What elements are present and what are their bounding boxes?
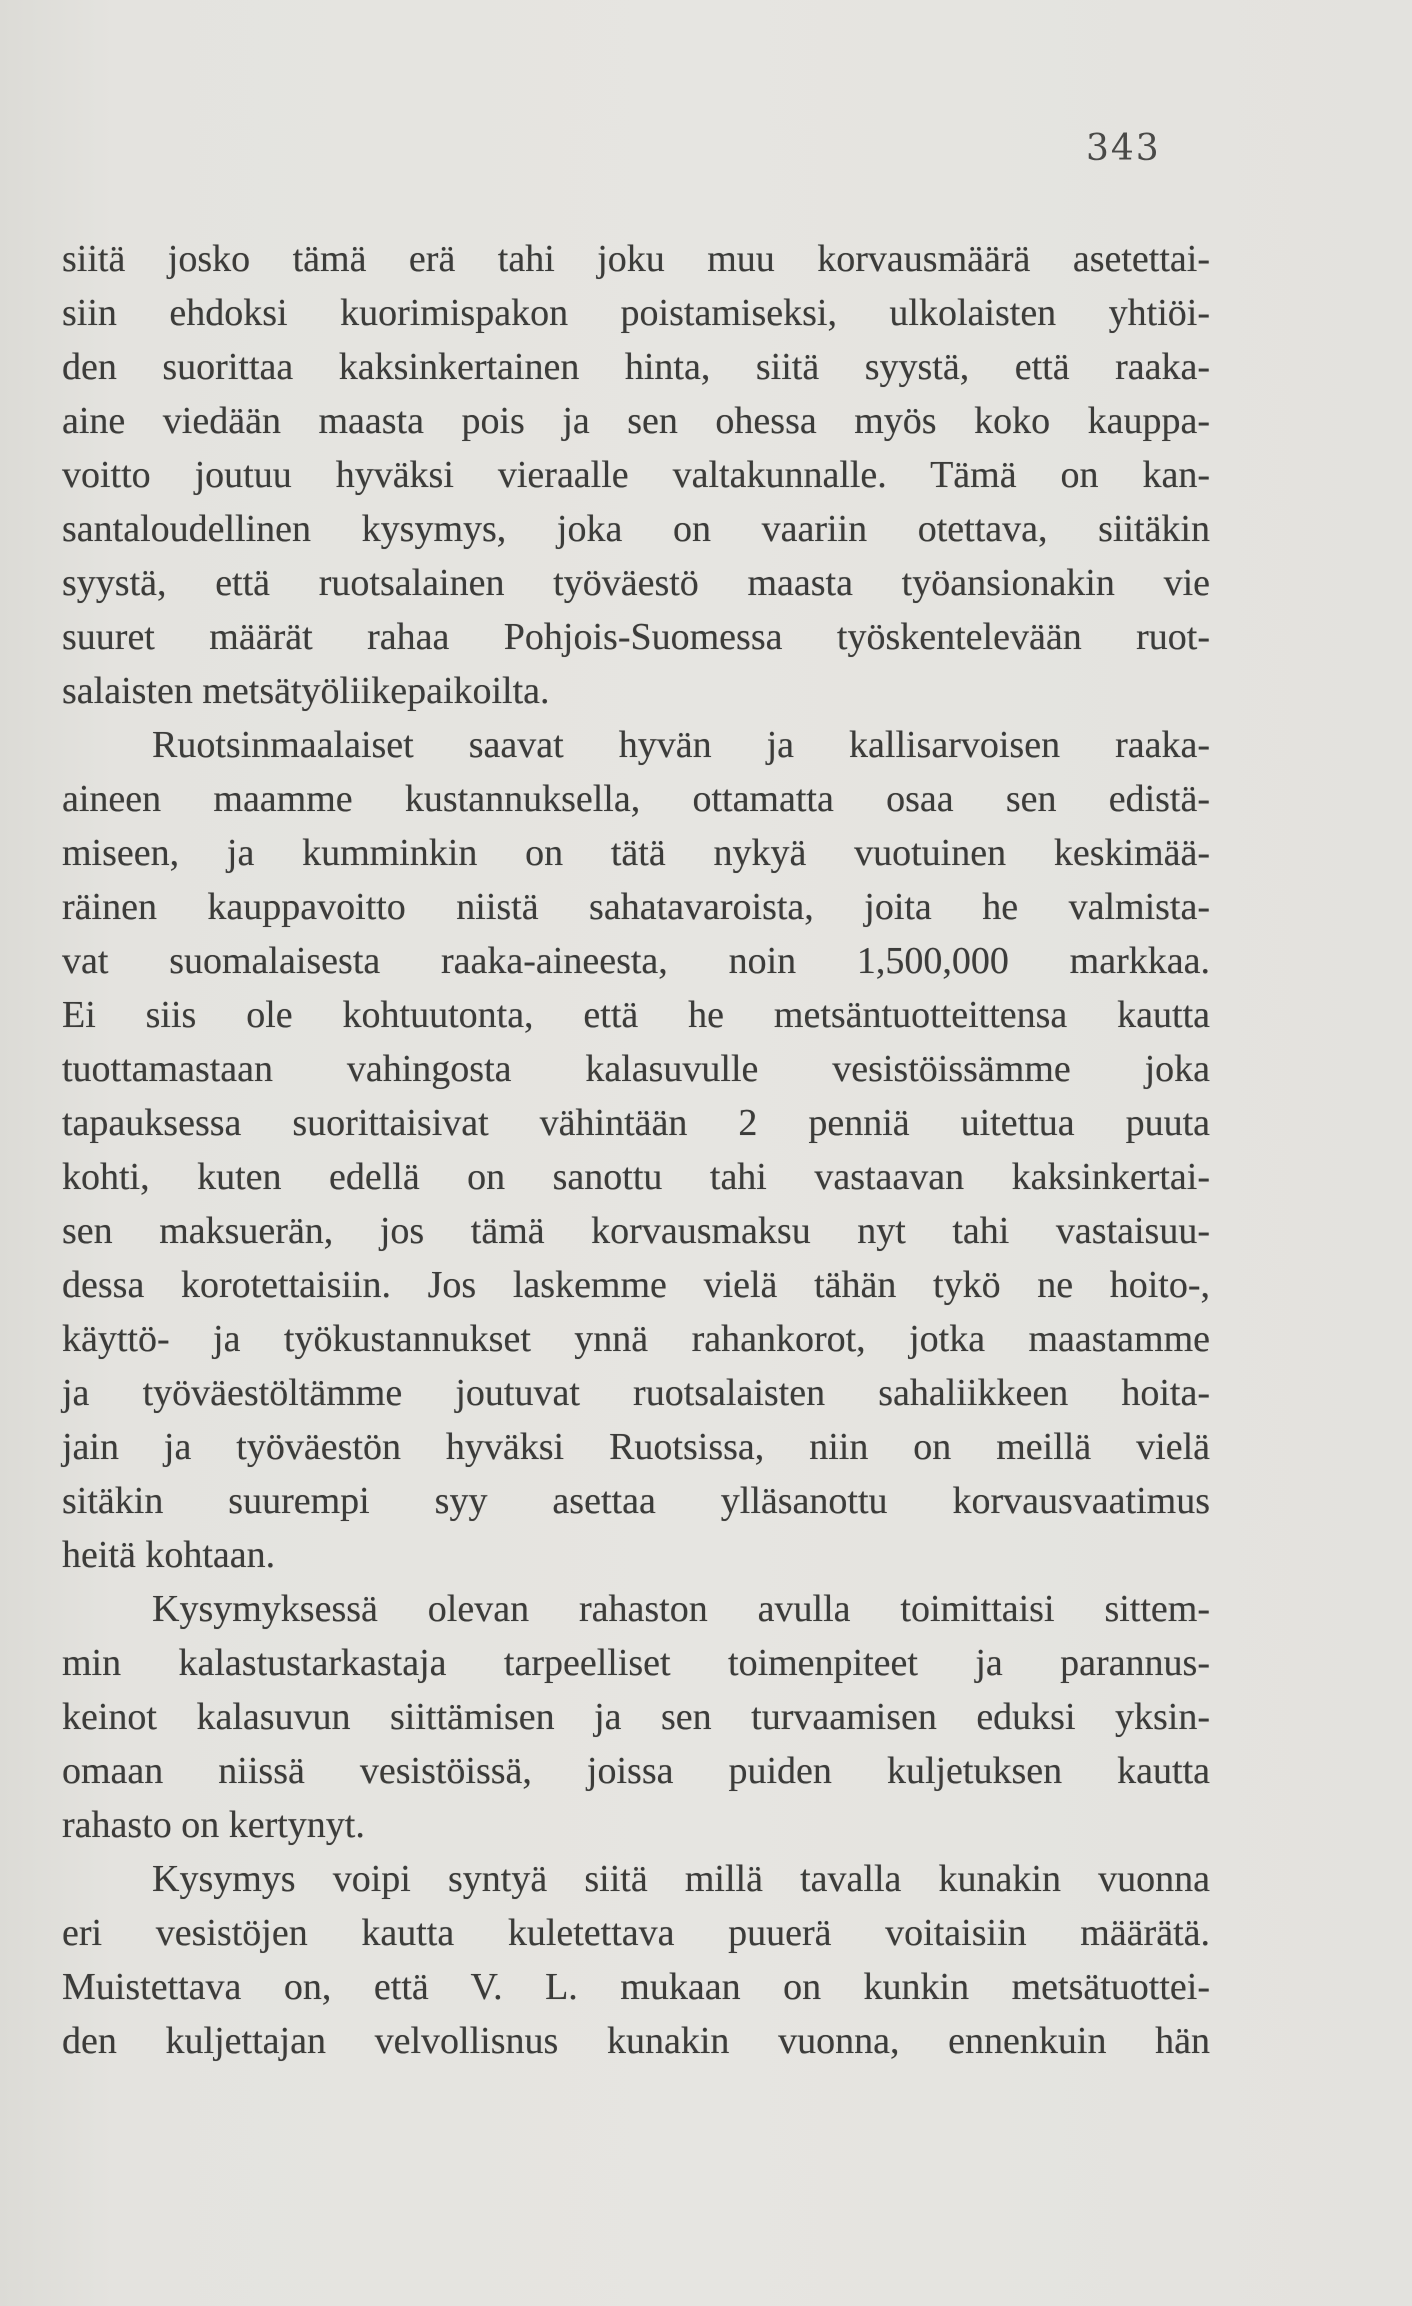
text-line: den suorittaa kaksinkertainen hinta, siitä syystä, että raaka- <box>62 346 1210 388</box>
text-line: vat suomalaisesta raaka-aineesta, noin 1,500,000 markkaa. <box>62 940 1210 982</box>
text-line: tuottamastaan vahingosta kalasuvulle vesistöissämme joka <box>62 1048 1210 1090</box>
paragraph-start-line: Ruotsinmaalaiset saavat hyvän ja kallisarvoisen raaka- <box>152 724 1210 766</box>
text-line: kohti, kuten edellä on sanottu tahi vastaavan kaksinkertai- <box>62 1156 1210 1198</box>
text-line: aineen maamme kustannuksella, ottamatta osaa sen edistä- <box>62 778 1210 820</box>
text-line: voitto joutuu hyväksi vieraalle valtakunnalle. Tämä on kan- <box>62 454 1210 496</box>
text-line: suuret määrät rahaa Pohjois-Suomessa työskentelevään ruot- <box>62 616 1210 658</box>
paragraph-start-line: Kysymyksessä olevan rahaston avulla toimittaisi sittem- <box>152 1588 1210 1630</box>
paragraph-start-line: Kysymys voipi syntyä siitä millä tavalla kunakin vuonna <box>152 1858 1210 1900</box>
text-line: sen maksuerän, jos tämä korvausmaksu nyt tahi vastaisuu- <box>62 1210 1210 1252</box>
page-number: 343 <box>1086 128 1161 169</box>
text-line: sitäkin suurempi syy asettaa ylläsanottu korvausvaatimus <box>62 1480 1210 1522</box>
text-line: räinen kauppavoitto niistä sahatavaroista, joita he valmista- <box>62 886 1210 928</box>
body-text <box>62 232 1210 2068</box>
text-line: min kalastustarkastaja tarpeelliset toimenpiteet ja parannus- <box>62 1642 1210 1684</box>
text-line: siin ehdoksi kuorimispakon poistamiseksi, ulkolaisten yhtiöi- <box>62 292 1210 334</box>
text-line: miseen, ja kumminkin on tätä nykyä vuotuinen keskimää- <box>62 832 1210 874</box>
text-line: tapauksessa suorittaisivat vähintään 2 penniä uitettua puuta <box>62 1102 1210 1144</box>
text-line: syystä, että ruotsalainen työväestö maasta työansionakin vie <box>62 562 1210 604</box>
text-line: rahasto on kertynyt. <box>62 1804 365 1846</box>
text-line: omaan niissä vesistöissä, joissa puiden kuljetuksen kautta <box>62 1750 1210 1792</box>
text-line: Ei siis ole kohtuutonta, että he metsäntuotteittensa kautta <box>62 994 1210 1036</box>
text-line: salaisten metsätyöliikepaikoilta. <box>62 670 550 712</box>
text-line: jain ja työväestön hyväksi Ruotsissa, niin on meillä vielä <box>62 1426 1210 1468</box>
text-line: käyttö- ja työkustannukset ynnä rahankorot, jotka maastamme <box>62 1318 1210 1360</box>
text-line: eri vesistöjen kautta kuletettava puuerä voitaisiin määrätä. <box>62 1912 1210 1954</box>
text-line: heitä kohtaan. <box>62 1534 276 1576</box>
text-line: siitä josko tämä erä tahi joku muu korvausmäärä asetettai- <box>62 238 1210 280</box>
text-line: aine viedään maasta pois ja sen ohessa myös koko kauppa- <box>62 400 1210 442</box>
text-line: ja työväestöltämme joutuvat ruotsalaisten sahaliikkeen hoita- <box>62 1372 1210 1414</box>
text-line: Muistettava on, että V. L. mukaan on kunkin metsätuottei- <box>62 1966 1210 2008</box>
text-line: dessa korotettaisiin. Jos laskemme vielä tähän tykö ne hoito-, <box>62 1264 1210 1306</box>
text-line: keinot kalasuvun siittämisen ja sen turvaamisen eduksi yksin- <box>62 1696 1210 1738</box>
text-line: den kuljettajan velvollisnus kunakin vuonna, ennenkuin hän <box>62 2020 1210 2062</box>
text-line: santaloudellinen kysymys, joka on vaariin otettava, siitäkin <box>62 508 1210 550</box>
